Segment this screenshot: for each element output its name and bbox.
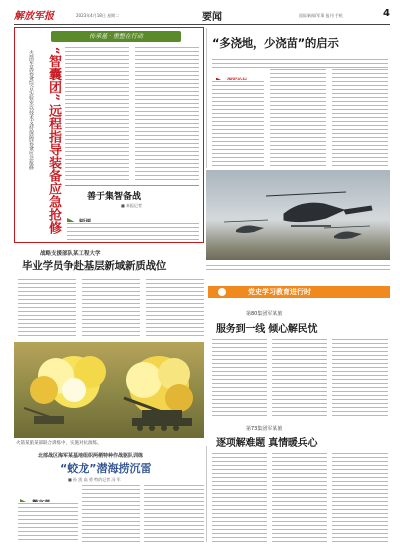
lead-body-col2: [135, 46, 199, 181]
lead-headline-a: “智囊团”: [46, 47, 61, 101]
study-banner: [208, 286, 390, 298]
masthead-logo: 解放军报: [14, 11, 54, 22]
explosion-icon: [126, 356, 193, 416]
lead-banner: [51, 31, 181, 42]
artillery-illustration: [14, 342, 204, 438]
masthead-section: 要闻: [202, 12, 222, 23]
masthead: [14, 6, 390, 25]
study-banner-text: 党史学习教育进行时: [248, 288, 311, 296]
bottom-col1: [18, 502, 78, 542]
lead-story-box: [14, 27, 204, 243]
top-right-lead-text: [212, 58, 388, 68]
training-col2: [82, 278, 140, 338]
lead-deck: 火箭军某装备综合实验室以技术支持保障装备应急抢修: [28, 50, 34, 170]
right-story2-col2: [272, 452, 327, 542]
right-story2-col3: [332, 452, 388, 542]
top-right-col2: [270, 68, 326, 166]
right-story1-col1: [212, 338, 267, 418]
bottom-col3: [144, 484, 204, 542]
right-story2-col1: [212, 452, 267, 542]
page-number: 4: [383, 8, 390, 19]
top-right-col1: [212, 80, 264, 166]
helicopter-photo-illustration: [206, 170, 390, 260]
helicopter-icon: [324, 226, 370, 239]
lead-commentary-body: [67, 222, 199, 240]
helicopter-icon: [266, 192, 372, 226]
top-right-headline: “多浇地，少浇苗”的启示: [212, 36, 339, 50]
bottom-kicker: 北部战区海军某基地组织两栖特种作战驱队训练: [38, 453, 144, 459]
training-col1: [18, 278, 76, 338]
training-kicker: 战略支援部队某工程大学: [40, 251, 101, 257]
lead-headline-b: 远程指导装备应急抢修: [46, 104, 61, 234]
masthead-right-info: 国际新闻/军事 报刊 手机: [299, 13, 343, 18]
bottom-headline: “蛟龙”潜海捞沉雷: [60, 462, 152, 475]
right-unit-2: 第73集团军某旅: [246, 426, 283, 432]
right-unit-1: 第80集团军某旅: [246, 311, 283, 317]
helicopter-photo: [206, 170, 390, 260]
right-story1-col2: [272, 338, 327, 418]
lead-subhead: 善于集智备战: [87, 192, 142, 202]
helicopter-icon: [224, 220, 268, 233]
howitzer-icon: [24, 408, 64, 424]
training-col3: [146, 278, 204, 338]
lead-banner-text: 传承基 · 重整在行动: [89, 33, 143, 40]
bottom-byline: ■ 孙 凯 高 勇 特约记者 冯 军: [68, 477, 121, 482]
right-headline-1: 服务到一线 倾心解民忧: [216, 324, 318, 335]
artillery-photo: [14, 342, 204, 438]
explosion-icon: [30, 356, 106, 408]
right-headline-2: 逐项解难题 真情暖兵心: [216, 438, 318, 449]
column-rule: [206, 28, 207, 168]
lead-byline: ■ 本报记者: [121, 203, 143, 208]
training-headline: 毕业学员争赴基层新域新质战位: [22, 260, 167, 272]
helicopter-caption: [206, 264, 390, 272]
top-right-col3: [332, 68, 388, 166]
bottom-col2: [82, 484, 140, 542]
right-story1-col3: [332, 338, 388, 418]
lead-divider: [65, 185, 199, 186]
masthead-date: 2023年4月18日 星期二: [76, 13, 120, 18]
study-banner-icon: [218, 288, 226, 296]
lead-body-col1: [65, 46, 129, 181]
column-rule: [206, 446, 207, 542]
commentary-tag: [67, 211, 97, 220]
artillery-caption: 火箭某旅某部联合训练中，实施对抗演练。: [16, 441, 102, 446]
